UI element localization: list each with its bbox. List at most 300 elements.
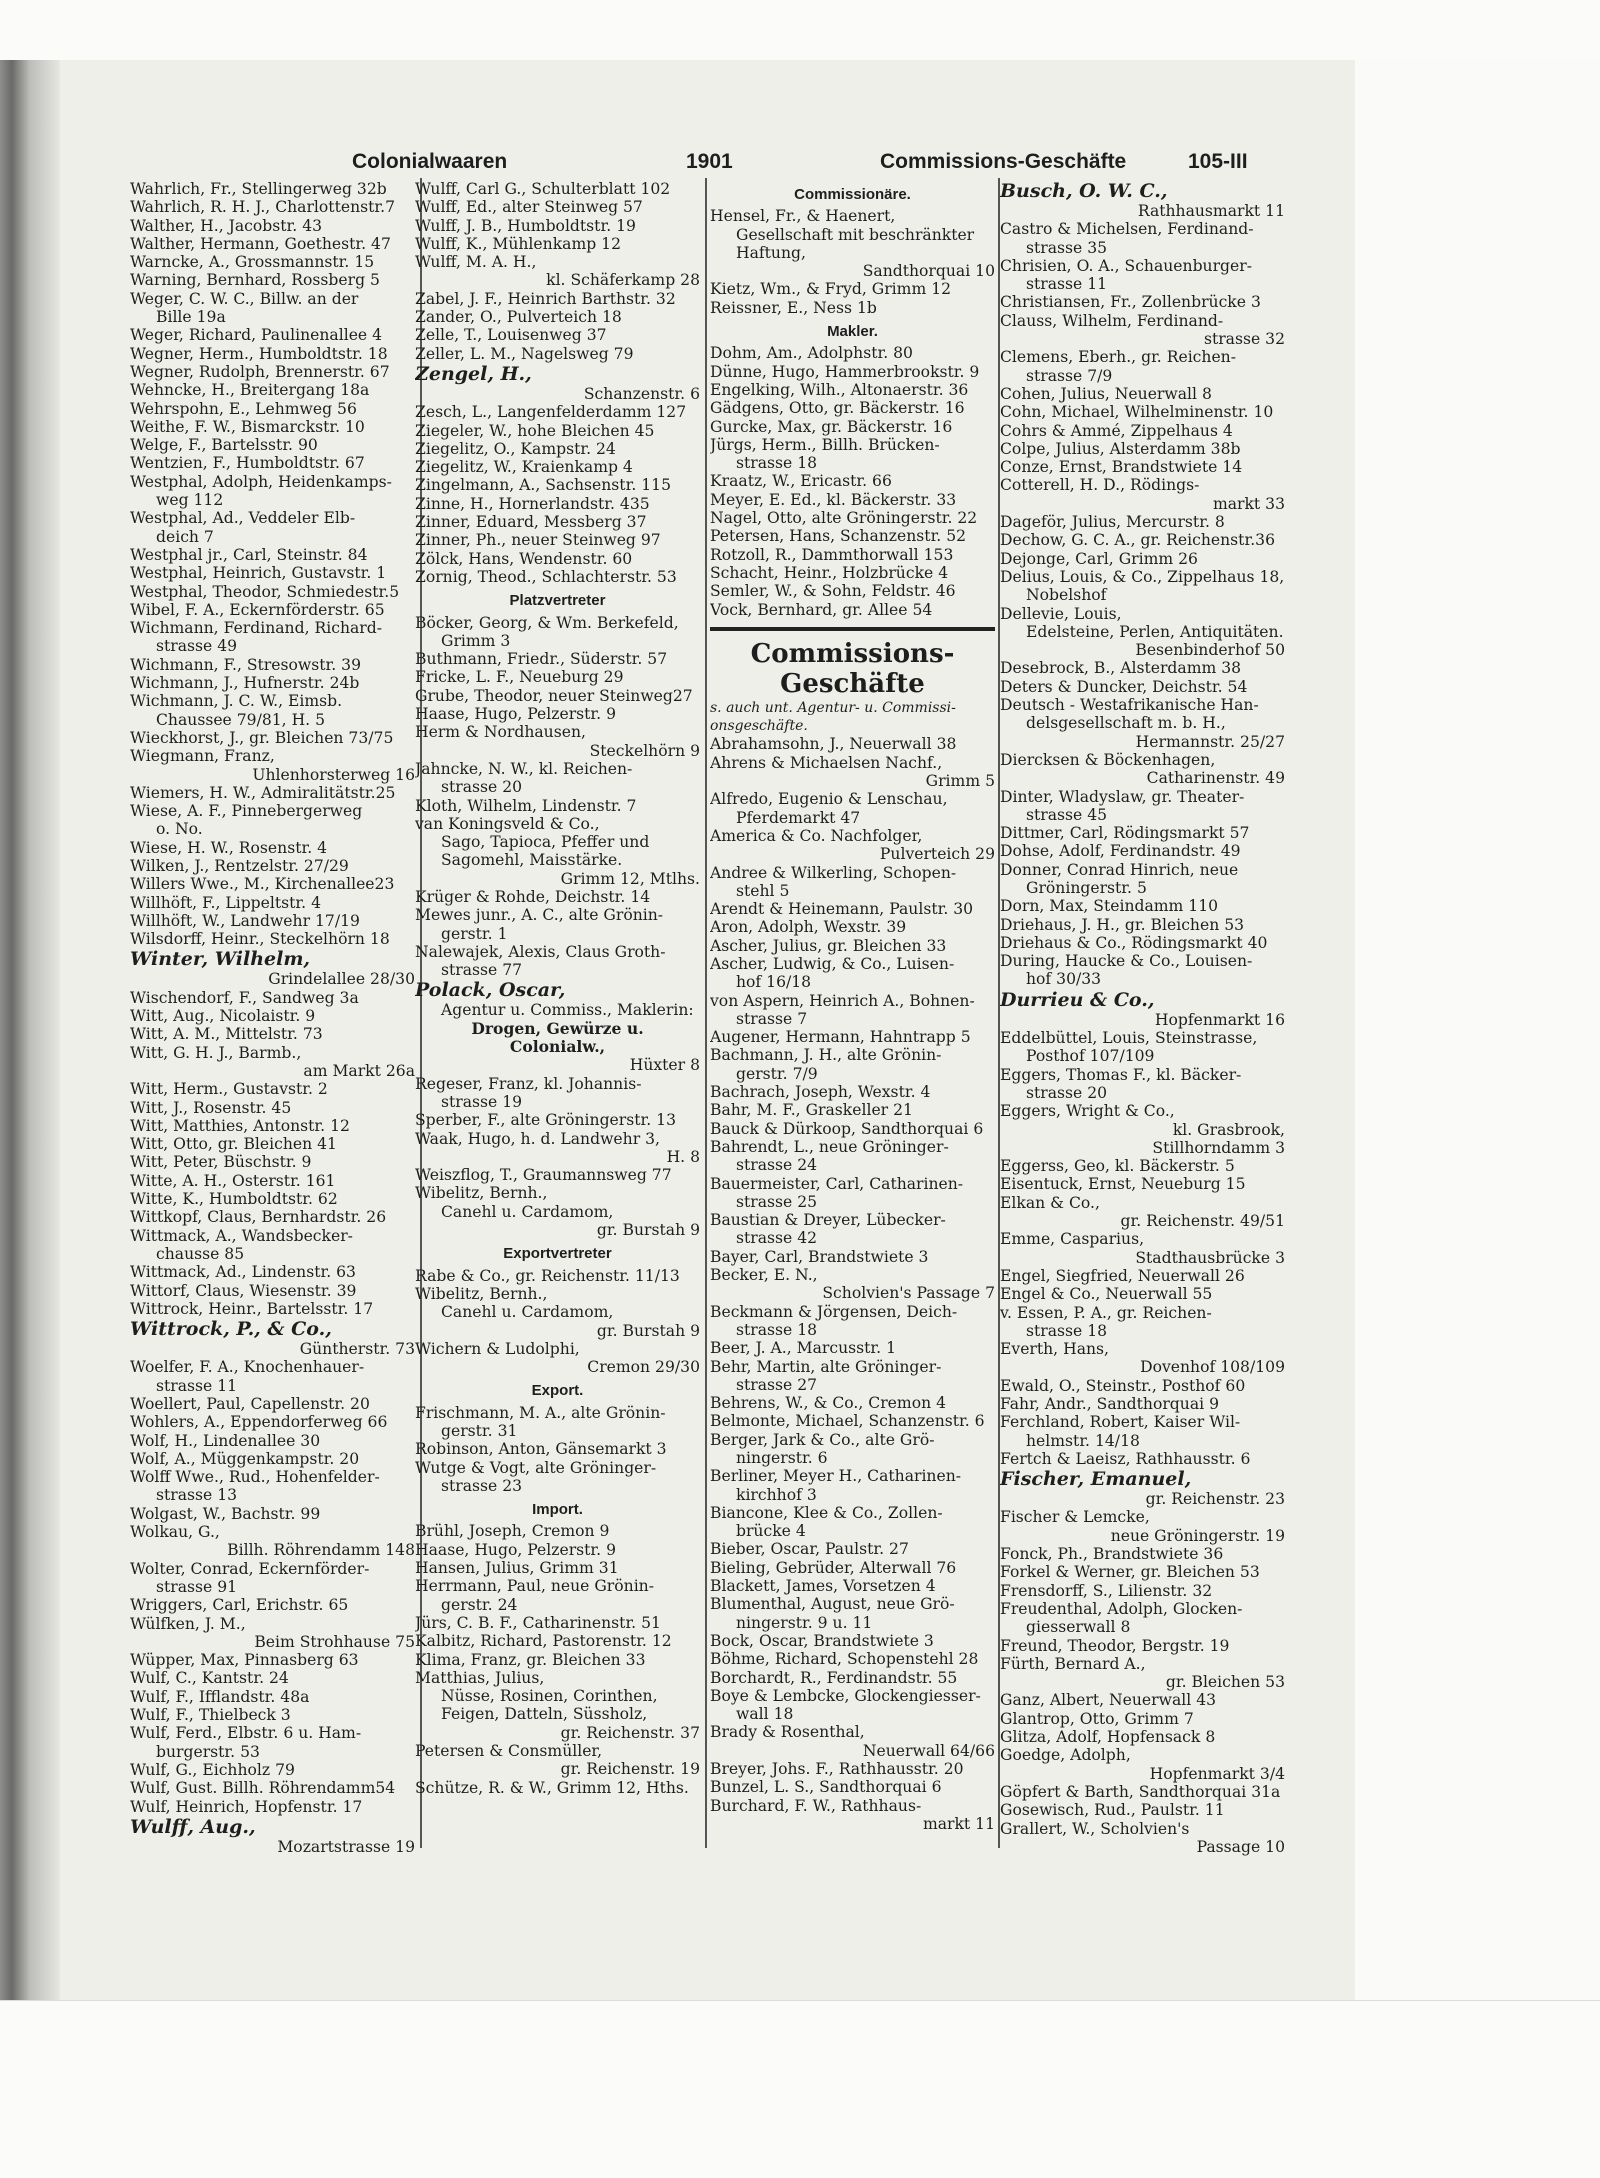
directory-entry: van Koningsveld & Co., xyxy=(415,814,600,833)
directory-entry: Gädgens, Otto, gr. Bäckerstr. 16 xyxy=(710,399,965,418)
directory-entry: Desebrock, B., Alsterdamm 38 xyxy=(1000,659,1242,678)
directory-entry: Delius, Louis, & Co., Zippelhaus 18, xyxy=(1000,567,1285,586)
directory-entry: Nobelshof xyxy=(1026,586,1107,605)
directory-entry: Forkel & Werner, gr. Bleichen 53 xyxy=(1000,1563,1260,1582)
directory-entry: Edelsteine, Perlen, Antiquitäten. xyxy=(1026,622,1284,641)
directory-entry: Beim Strohhause 75 xyxy=(254,1632,415,1651)
directory-entry: strasse 27 xyxy=(736,1375,818,1394)
directory-entry: Hensel, Fr., & Haenert, xyxy=(710,207,896,226)
directory-entry: Warncke, A., Grossmannstr. 15 xyxy=(130,253,375,272)
book-gutter-shadow xyxy=(0,60,60,2000)
directory-entry: Wulff, Ed., alter Steinweg 57 xyxy=(415,198,643,217)
directory-entry: strasse 11 xyxy=(1026,275,1108,294)
advertiser-entry: Winter, Wilhelm, xyxy=(130,948,311,971)
directory-entry: Krüger & Rohde, Deichstr. 14 xyxy=(415,887,651,906)
directory-entry: Grimm 3 xyxy=(441,631,511,650)
directory-entry: Welge, F., Bartelsstr. 90 xyxy=(130,436,318,455)
directory-entry: Sago, Tapioca, Pfeffer und xyxy=(441,833,650,852)
directory-entry: Wolkau, G., xyxy=(130,1523,220,1542)
directory-entry: Witt, Peter, Büschstr. 9 xyxy=(130,1153,312,1172)
directory-entry: Herm & Nordhausen, xyxy=(415,723,586,742)
directory-entry: Willers Wwe., M., Kirchenallee23 xyxy=(130,875,395,894)
advertiser-entry: Durrieu & Co., xyxy=(1000,988,1155,1011)
directory-entry: Steckelhörn 9 xyxy=(589,741,700,760)
directory-entry: Nagel, Otto, alte Gröningerstr. 22 xyxy=(710,509,978,528)
directory-entry: Deutsch - Westafrikanische Han- xyxy=(1000,696,1259,715)
directory-entry: o. No. xyxy=(156,820,203,839)
directory-entry: Wulf, G., Eichholz 79 xyxy=(130,1760,295,1779)
directory-entry: v. Essen, P. A., gr. Reichen- xyxy=(1000,1303,1212,1322)
advertiser-entry: Zengel, H., xyxy=(415,362,532,385)
directory-entry: Wulff, Carl G., Schulterblatt 102 xyxy=(415,180,671,198)
directory-entry: Wolter, Conrad, Eckernförder- xyxy=(130,1559,370,1578)
directory-entry: strasse 7/9 xyxy=(1026,366,1113,385)
directory-entry: Bachmann, J. H., alte Grönin- xyxy=(710,1046,942,1065)
directory-entry: chausse 85 xyxy=(156,1244,245,1263)
directory-entry: Waak, Hugo, h. d. Landwehr 3, xyxy=(415,1129,660,1148)
directory-entry: Augener, Hermann, Hahntrapp 5 xyxy=(710,1028,971,1047)
directory-entry: Zander, O., Pulverteich 18 xyxy=(415,308,622,327)
directory-entry: Andree & Wilkerling, Schopen- xyxy=(710,863,957,882)
directory-entry: Wittmack, A., Wandsbecker- xyxy=(130,1226,353,1245)
directory-entry: Cohen, Julius, Neuerwall 8 xyxy=(1000,384,1212,403)
directory-entry: Weger, C. W. C., Billw. an der xyxy=(130,289,359,308)
directory-entry: delsgesellschaft m. b. H., xyxy=(1026,714,1226,733)
directory-entry: H. 8 xyxy=(666,1147,700,1166)
directory-entry: Fertch & Laeisz, Rathhausstr. 6 xyxy=(1000,1449,1251,1468)
section-heading: Import. xyxy=(532,1501,583,1519)
directory-entry: strasse 18 xyxy=(736,454,818,473)
directory-entry: Posthof 107/109 xyxy=(1026,1047,1155,1066)
directory-entry: Castro & Michelsen, Ferdinand- xyxy=(1000,220,1254,239)
directory-entry: gerstr. 1 xyxy=(441,924,508,943)
directory-entry: Weger, Richard, Paulinenallee 4 xyxy=(130,326,383,345)
directory-entry: Grindelallee 28/30 xyxy=(268,970,415,989)
directory-entry: brücke 4 xyxy=(736,1522,806,1541)
directory-entry: strasse 25 xyxy=(736,1192,818,1211)
cross-reference-note: onsgeschäfte. xyxy=(710,718,808,735)
directory-entry: Wittrock, Heinr., Bartelsstr. 17 xyxy=(130,1299,374,1318)
directory-entry: Bieling, Gebrüder, Alterwall 76 xyxy=(710,1558,957,1577)
directory-entry: Blumenthal, August, neue Grö- xyxy=(710,1595,955,1614)
directory-entry: Wutge & Vogt, alte Gröninger- xyxy=(415,1458,657,1477)
directory-entry: Mewes junr., A. C., alte Grönin- xyxy=(415,906,664,925)
directory-entry: Sperber, F., alte Gröningerstr. 13 xyxy=(415,1111,677,1130)
directory-entry: Bauermeister, Carl, Catharinen- xyxy=(710,1174,964,1193)
directory-entry: Eggerss, Geo, kl. Bäckerstr. 5 xyxy=(1000,1157,1235,1176)
directory-entry: Wegner, Herm., Humboldtstr. 18 xyxy=(130,344,388,363)
scan-top-margin xyxy=(0,0,1600,60)
directory-entry: strasse 91 xyxy=(156,1577,238,1596)
directory-entry: Grube, Theodor, neuer Steinweg27 xyxy=(415,686,693,705)
directory-entry: Warning, Bernhard, Rossberg 5 xyxy=(130,271,380,290)
section-heading: Exportvertreter xyxy=(503,1245,612,1263)
directory-entry: Dinter, Wladyslaw, gr. Theater- xyxy=(1000,787,1245,806)
directory-entry: Ziegelitz, W., Kraienkamp 4 xyxy=(415,458,633,477)
directory-entry: Woelfer, F. A., Knochenhauer- xyxy=(130,1358,365,1377)
directory-entry: kirchhof 3 xyxy=(736,1485,817,1504)
advertiser-entry: Busch, O. W. C., xyxy=(1000,180,1168,202)
directory-entry: gr. Reichenstr. 23 xyxy=(1145,1490,1285,1509)
directory-column-2 xyxy=(415,180,700,1797)
directory-entry: Wahrlich, Fr., Stellingerweg 32b xyxy=(130,180,387,198)
directory-entry: Wittkopf, Claus, Bernhardstr. 26 xyxy=(130,1208,387,1227)
directory-entry: Dorn, Max, Steindamm 110 xyxy=(1000,897,1219,916)
directory-entry: Witt, Otto, gr. Bleichen 41 xyxy=(130,1135,337,1154)
directory-entry: Böcker, Georg, & Wm. Berkefeld, xyxy=(415,613,679,632)
directory-entry: Canehl u. Cardamom, xyxy=(441,1202,614,1221)
directory-entry: Alfredo, Eugenio & Lenschau, xyxy=(710,790,948,809)
directory-entry: Ahrens & Michaelsen Nachf., xyxy=(710,753,943,772)
directory-entry: Billh. Röhrendamm 148 xyxy=(227,1541,415,1560)
directory-entry: Petersen, Hans, Schanzenstr. 52 xyxy=(710,527,967,546)
advertiser-entry: Polack, Oscar, xyxy=(415,979,566,1002)
directory-entry: Glantrop, Otto, Grimm 7 xyxy=(1000,1709,1194,1728)
directory-entry: Eggers, Wright & Co., xyxy=(1000,1102,1175,1121)
directory-entry: Boye & Lembcke, Glockengiesser- xyxy=(710,1686,981,1705)
directory-entry: Pferdemarkt 47 xyxy=(736,808,861,827)
directory-entry: Wittorf, Claus, Wiesenstr. 39 xyxy=(130,1281,357,1300)
directory-entry: Wibel, F. A., Eckernförderstr. 65 xyxy=(130,600,385,619)
directory-entry: Grimm 12, Mtlhs. xyxy=(560,869,700,888)
directory-entry: Weiszflog, T., Graumannsweg 77 xyxy=(415,1166,672,1185)
directory-entry: Biancone, Klee & Co., Zollen- xyxy=(710,1503,943,1522)
directory-entry: Göpfert & Barth, Sandthorquai 31a xyxy=(1000,1782,1281,1801)
directory-entry: Dechow, G. C. A., gr. Reichenstr.36 xyxy=(1000,531,1275,550)
directory-entry: Ferchland, Robert, Kaiser Wil- xyxy=(1000,1413,1241,1432)
directory-column-3 xyxy=(710,180,995,1833)
directory-entry: strasse 18 xyxy=(1026,1321,1108,1340)
directory-entry: weg 112 xyxy=(156,491,224,510)
directory-entry: gr. Reichenstr. 49/51 xyxy=(1120,1212,1285,1231)
directory-entry: Hermannstr. 25/27 xyxy=(1135,732,1285,751)
directory-entry: Wolf, A., Müggenkampstr. 20 xyxy=(130,1449,360,1468)
directory-entry: Westphal, Heinrich, Gustavstr. 1 xyxy=(130,564,387,583)
directory-entry: Wiegmann, Franz, xyxy=(130,747,275,766)
directory-entry: Matthias, Julius, xyxy=(415,1668,545,1687)
directory-entry: Hansen, Julius, Grimm 31 xyxy=(415,1559,619,1578)
directory-entry: strasse 45 xyxy=(1026,805,1108,824)
directory-entry: markt 11 xyxy=(922,1814,995,1833)
directory-entry: During, Haucke & Co., Louisen- xyxy=(1000,952,1253,971)
directory-entry: Haftung, xyxy=(736,243,806,262)
directory-entry: Wichern & Ludolphi, xyxy=(415,1339,580,1358)
directory-entry: Passage 10 xyxy=(1196,1837,1285,1856)
directory-entry: Willhöft, W., Landwehr 17/19 xyxy=(130,911,360,930)
directory-entry: Chaussee 79/81, H. 5 xyxy=(156,710,326,729)
section-heading: Platzvertreter xyxy=(509,592,606,610)
directory-entry: Diercksen & Böckenhagen, xyxy=(1000,750,1216,769)
directory-entry: Besenbinderhof 50 xyxy=(1135,641,1285,660)
directory-column-1 xyxy=(130,180,415,1856)
directory-entry: Wiese, H. W., Rosenstr. 4 xyxy=(130,838,328,857)
directory-entry: Gröningerstr. 5 xyxy=(1026,878,1147,897)
directory-entry: Wolf, H., Lindenallee 30 xyxy=(130,1431,321,1450)
directory-entry: Jahncke, N. W., kl. Reichen- xyxy=(415,759,633,778)
directory-entry: Donner, Conrad Hinrich, neue xyxy=(1000,860,1239,879)
directory-entry: Ascher, Ludwig, & Co., Luisen- xyxy=(710,954,955,973)
directory-entry: gr. Reichenstr. 19 xyxy=(560,1760,700,1779)
directory-entry: helmstr. 14/18 xyxy=(1026,1431,1140,1450)
directory-entry: stehl 5 xyxy=(736,881,790,900)
directory-entry: Westphal jr., Carl, Steinstr. 84 xyxy=(130,545,368,564)
directory-entry: Burchard, F. W., Rathhaus- xyxy=(710,1796,922,1815)
directory-entry: Wulff, K., Mühlenkamp 12 xyxy=(415,234,622,253)
directory-entry: Behrens, W., & Co., Cremon 4 xyxy=(710,1394,947,1413)
directory-entry: Eisentuck, Ernst, Neueburg 15 xyxy=(1000,1175,1246,1194)
directory-entry: Deters & Duncker, Deichstr. 54 xyxy=(1000,677,1248,696)
directory-entry: strasse 20 xyxy=(1026,1083,1108,1102)
directory-entry: Wulf, F., Ifflandstr. 48a xyxy=(130,1687,310,1706)
advertiser-entry: Wulff, Aug., xyxy=(130,1815,256,1838)
directory-entry: gerstr. 24 xyxy=(441,1595,518,1614)
running-head-year: 1901 xyxy=(686,150,733,173)
directory-entry: Wolgast, W., Bachstr. 99 xyxy=(130,1504,321,1523)
directory-entry: Güntherstr. 73 xyxy=(299,1340,415,1359)
directory-entry: Rathhausmarkt 11 xyxy=(1137,202,1285,220)
directory-entry: Dohse, Adolf, Ferdinandstr. 49 xyxy=(1000,842,1241,861)
directory-entry: gr. Burstah 9 xyxy=(596,1221,700,1240)
directory-entry: Willhöft, F., Lippeltstr. 4 xyxy=(130,893,321,912)
directory-entry: Westphal, Theodor, Schmiedestr.5 xyxy=(130,582,400,601)
directory-entry: Frischmann, M. A., alte Grönin- xyxy=(415,1403,666,1422)
directory-entry: Glitza, Adolf, Hopfensack 8 xyxy=(1000,1728,1216,1747)
directory-entry: Driehaus, J. H., gr. Bleichen 53 xyxy=(1000,915,1245,934)
directory-entry: Schütze, R. & W., Grimm 12, Hths. xyxy=(415,1778,689,1797)
directory-entry: Wahrlich, R. H. J., Charlottenstr.7 xyxy=(130,198,396,217)
directory-entry: Aron, Adolph, Wexstr. 39 xyxy=(710,918,907,937)
directory-entry: Chrisien, O. A., Schauenburger- xyxy=(1000,256,1252,275)
directory-entry: Engel, Siegfried, Neuerwall 26 xyxy=(1000,1266,1245,1285)
directory-entry: strasse 20 xyxy=(441,778,523,797)
directory-entry: strasse 32 xyxy=(1203,330,1285,349)
directory-entry: Wolff Wwe., Rud., Hohenfelder- xyxy=(130,1468,380,1487)
running-head-left: Colonialwaaren xyxy=(352,150,508,173)
directory-entry: Wichmann, Ferdinand, Richard- xyxy=(130,619,383,638)
directory-entry: Robinson, Anton, Gänsemarkt 3 xyxy=(415,1440,667,1459)
directory-entry: Berliner, Meyer H., Catharinen- xyxy=(710,1467,962,1486)
directory-entry: Witt, Aug., Nicolaistr. 9 xyxy=(130,1007,316,1026)
directory-entry: Fürth, Bernard A., xyxy=(1000,1654,1146,1673)
directory-entry: Reissner, E., Ness 1b xyxy=(710,298,877,317)
directory-entry: kl. Schäferkamp 28 xyxy=(546,271,700,290)
section-heading: Commissionäre. xyxy=(794,186,911,203)
directory-entry: giesserwall 8 xyxy=(1026,1618,1131,1637)
directory-entry: Dovenhof 108/109 xyxy=(1140,1358,1285,1377)
directory-entry: Woellert, Paul, Capellenstr. 20 xyxy=(130,1395,370,1413)
directory-entry: Zingelmann, A., Sachsenstr. 115 xyxy=(415,476,671,495)
directory-entry: Wulf, Ferd., Elbstr. 6 u. Ham- xyxy=(130,1724,362,1743)
directory-entry: Nüsse, Rosinen, Corinthen, xyxy=(441,1687,658,1706)
directory-entry: Kloth, Wilhelm, Lindenstr. 7 xyxy=(415,796,637,815)
directory-entry: Pulverteich 29 xyxy=(879,845,995,864)
directory-entry: strasse 19 xyxy=(441,1092,523,1111)
directory-entry: Stillhorndamm 3 xyxy=(1152,1138,1285,1157)
directory-entry: Dittmer, Carl, Rödingsmarkt 57 xyxy=(1000,824,1250,843)
directory-entry: Grimm 5 xyxy=(925,772,995,791)
directory-entry: Wüpper, Max, Pinnasberg 63 xyxy=(130,1651,359,1670)
directory-entry: Hopfenmarkt 16 xyxy=(1154,1010,1285,1029)
directory-entry: Nalewajek, Alexis, Claus Groth- xyxy=(415,942,666,961)
directory-entry: Kietz, Wm., & Fryd, Grimm 12 xyxy=(710,280,952,299)
directory-entry: Meyer, E. Ed., kl. Bäckerstr. 33 xyxy=(710,490,957,509)
directory-entry: Witt, J., Rosenstr. 45 xyxy=(130,1098,292,1117)
directory-entry: Arendt & Heinemann, Paulstr. 30 xyxy=(710,900,974,919)
directory-entry: Neuerwall 64/66 xyxy=(862,1741,995,1760)
directory-entry: gerstr. 31 xyxy=(441,1422,518,1440)
directory-entry: Wischendorf, F., Sandweg 3a xyxy=(130,988,359,1007)
directory-entry: Goedge, Adolph, xyxy=(1000,1746,1131,1765)
directory-entry: Agentur u. Commiss., Maklerin: xyxy=(441,1001,694,1020)
directory-entry: Grallert, W., Scholvien's xyxy=(1000,1819,1190,1838)
directory-entry: Zinne, H., Hornerlandstr. 435 xyxy=(415,494,650,513)
directory-entry: Gosewisch, Rud., Paulstr. 11 xyxy=(1000,1801,1225,1820)
directory-entry: Wohlers, A., Eppendorferweg 66 xyxy=(130,1413,388,1432)
directory-entry: Elkan & Co., xyxy=(1000,1193,1100,1212)
directory-entry: strasse 77 xyxy=(441,961,523,980)
directory-entry: Herrmann, Paul, neue Grönin- xyxy=(415,1577,654,1596)
directory-entry: strasse 42 xyxy=(736,1229,818,1248)
directory-entry: Kraatz, W., Ericastr. 66 xyxy=(710,472,892,491)
directory-entry: Fricke, L. F., Neueburg 29 xyxy=(415,668,624,687)
directory-entry: ningerstr. 6 xyxy=(736,1449,828,1467)
directory-entry: Rabe & Co., gr. Reichenstr. 11/13 xyxy=(415,1266,680,1285)
directory-entry: strasse 49 xyxy=(156,637,238,656)
directory-entry: gr. Bleichen 53 xyxy=(1165,1673,1285,1692)
directory-entry: Ganz, Albert, Neuerwall 43 xyxy=(1000,1691,1217,1710)
directory-entry: Witt, A. M., Mittelstr. 73 xyxy=(130,1025,323,1044)
directory-entry: Blackett, James, Vorsetzen 4 xyxy=(710,1577,936,1596)
directory-entry: Zornig, Theod., Schlachterstr. 53 xyxy=(415,567,677,586)
directory-entry: ningerstr. 9 u. 11 xyxy=(736,1613,873,1632)
directory-entry: Bahrendt, L., neue Gröninger- xyxy=(710,1137,949,1156)
directory-entry: kl. Grasbrook, xyxy=(1172,1120,1285,1139)
directory-entry: Wiemers, H. W., Admiralitätstr.25 xyxy=(130,783,396,802)
advert-line: Colonialw., xyxy=(509,1038,606,1057)
directory-entry: Witte, A. H., Osterstr. 161 xyxy=(130,1171,336,1190)
directory-entry: Regeser, Franz, kl. Johannis- xyxy=(415,1074,642,1093)
heavy-rule xyxy=(710,627,995,631)
directory-entry: Freund, Theodor, Bergstr. 19 xyxy=(1000,1636,1230,1655)
page-number: 105-III xyxy=(1188,150,1248,173)
directory-entry: Ziegeler, W., hohe Bleichen 45 xyxy=(415,421,655,440)
directory-entry: Cremon 29/30 xyxy=(587,1358,700,1377)
directory-entry: Buthmann, Friedr., Süderstr. 57 xyxy=(415,650,668,669)
directory-entry: Fonck, Ph., Brandstwiete 36 xyxy=(1000,1545,1224,1564)
scan-right-margin xyxy=(1355,60,1600,2000)
directory-entry: Emme, Casparius, xyxy=(1000,1230,1145,1249)
directory-entry: Klima, Franz, gr. Bleichen 33 xyxy=(415,1650,646,1669)
directory-entry: Brühl, Joseph, Cremon 9 xyxy=(415,1522,610,1541)
directory-entry: markt 33 xyxy=(1212,494,1285,513)
directory-entry: Colpe, Julius, Alsterdamm 38b xyxy=(1000,439,1241,458)
directory-entry: Cohrs & Ammé, Zippelhaus 4 xyxy=(1000,421,1233,440)
directory-entry: Bahr, M. F., Graskeller 21 xyxy=(710,1101,913,1120)
section-heading: Export. xyxy=(531,1382,584,1400)
directory-entry: hof 16/18 xyxy=(736,973,812,992)
directory-entry: Wibelitz, Bernh., xyxy=(415,1284,548,1303)
directory-entry: Wichmann, F., Stresowstr. 39 xyxy=(130,655,361,674)
directory-entry: Abrahamsohn, J., Neuerwall 38 xyxy=(710,735,957,754)
directory-entry: Cotterell, H. D., Rödings- xyxy=(1000,476,1200,495)
directory-entry: strasse 35 xyxy=(1026,238,1108,257)
directory-entry: America & Co. Nachfolger, xyxy=(710,826,923,845)
directory-entry: Sandthorquai 10 xyxy=(862,262,995,281)
directory-entry: Bieber, Oscar, Paulstr. 27 xyxy=(710,1540,909,1559)
directory-entry: Conze, Ernst, Brandstwiete 14 xyxy=(1000,458,1243,477)
directory-entry: Zinner, Ph., neuer Steinweg 97 xyxy=(415,531,661,550)
directory-entry: Wulf, C., Kantstr. 24 xyxy=(130,1669,289,1688)
directory-entry: Wentzien, F., Humboldtstr. 67 xyxy=(130,454,365,473)
directory-entry: Wehrspohn, E., Lehmweg 56 xyxy=(130,399,357,418)
directory-entry: Clauss, Wilhelm, Ferdinand- xyxy=(1000,311,1224,330)
directory-entry: strasse 23 xyxy=(441,1476,523,1495)
directory-entry: Dünne, Hugo, Hammerbrookstr. 9 xyxy=(710,362,980,381)
directory-entry: Wegner, Rudolph, Brennerstr. 67 xyxy=(130,362,390,381)
directory-entry: strasse 13 xyxy=(156,1486,238,1505)
directory-entry: Schanzenstr. 6 xyxy=(583,384,700,403)
directory-entry: Bille 19a xyxy=(156,308,226,327)
directory-entry: Kalbitz, Richard, Pastorenstr. 12 xyxy=(415,1632,672,1651)
directory-entry: strasse 24 xyxy=(736,1156,818,1175)
directory-entry: Zelle, T., Louisenweg 37 xyxy=(415,326,607,345)
directory-entry: Berger, Jark & Co., alte Grö- xyxy=(710,1430,935,1449)
directory-entry: Wulff, J. B., Humboldtstr. 19 xyxy=(415,216,636,235)
directory-entry: Engel & Co., Neuerwall 55 xyxy=(1000,1285,1213,1304)
directory-entry: Canehl u. Cardamom, xyxy=(441,1303,614,1322)
directory-entry: Wibelitz, Bernh., xyxy=(415,1184,548,1203)
directory-entry: Eggers, Thomas F., kl. Bäcker- xyxy=(1000,1065,1242,1084)
directory-entry: Feigen, Datteln, Süssholz, xyxy=(441,1705,648,1724)
directory-entry: Wehncke, H., Breitergang 18a xyxy=(130,381,370,400)
directory-entry: Bock, Oscar, Brandstwiete 3 xyxy=(710,1631,934,1650)
directory-entry: Baustian & Dreyer, Lübecker- xyxy=(710,1211,946,1230)
directory-entry: Behr, Martin, alte Gröninger- xyxy=(710,1357,942,1376)
directory-entry: Clemens, Eberh., gr. Reichen- xyxy=(1000,348,1236,367)
directory-entry: Catharinenstr. 49 xyxy=(1146,769,1285,788)
directory-entry: Walther, H., Jacobstr. 43 xyxy=(130,216,323,235)
directory-entry: Engelking, Wilh., Altonaerstr. 36 xyxy=(710,380,969,399)
directory-entry: Wilken, J., Rentzelstr. 27/29 xyxy=(130,856,349,875)
directory-entry: wall 18 xyxy=(736,1705,794,1724)
directory-entry: Wulf, Heinrich, Hopfenstr. 17 xyxy=(130,1797,363,1816)
directory-entry: Driehaus & Co., Rödingsmarkt 40 xyxy=(1000,933,1268,952)
directory-entry: Zinner, Eduard, Messberg 37 xyxy=(415,513,647,532)
advert-line: Drogen, Gewürze u. xyxy=(471,1019,644,1038)
directory-entry: Zesch, L., Langenfelderdamm 127 xyxy=(415,403,687,422)
directory-entry: Wieckhorst, J., gr. Bleichen 73/75 xyxy=(130,728,394,747)
category-heading: Commissions- xyxy=(750,638,955,669)
directory-entry: Wittmack, Ad., Lindenstr. 63 xyxy=(130,1263,356,1282)
directory-entry: Weithe, F. W., Bismarckstr. 10 xyxy=(130,417,365,436)
directory-entry: Uhlenhorsterweg 16 xyxy=(252,765,415,784)
directory-entry: Wichmann, J., Hufnerstr. 24b xyxy=(130,674,360,693)
directory-entry: Bachrach, Joseph, Wexstr. 4 xyxy=(710,1083,931,1102)
directory-entry: Wulf, Gust. Billh. Röhrendamm54 xyxy=(130,1779,396,1798)
directory-entry: Jürs, C. B. F., Catharinenstr. 51 xyxy=(415,1613,661,1632)
directory-entry: Eddelbüttel, Louis, Steinstrasse, xyxy=(1000,1029,1258,1048)
directory-entry: strasse 11 xyxy=(156,1376,238,1395)
directory-entry: Zölck, Hans, Wendenstr. 60 xyxy=(415,549,633,568)
directory-entry: Ziegelitz, O., Kampstr. 24 xyxy=(415,439,616,458)
directory-entry: gr. Reichenstr. 37 xyxy=(560,1723,700,1742)
directory-entry: Witt, Herm., Gustavstr. 2 xyxy=(130,1080,328,1099)
directory-entry: Everth, Hans, xyxy=(1000,1340,1109,1359)
directory-entry: Semler, W., & Sohn, Feldstr. 46 xyxy=(710,582,956,601)
directory-entry: Wiese, A. F., Pinnebergerweg xyxy=(130,802,363,821)
directory-entry: Beer, J. A., Marcusstr. 1 xyxy=(710,1339,896,1358)
directory-entry: Wichmann, J. C. W., Eimsb. xyxy=(130,692,343,711)
